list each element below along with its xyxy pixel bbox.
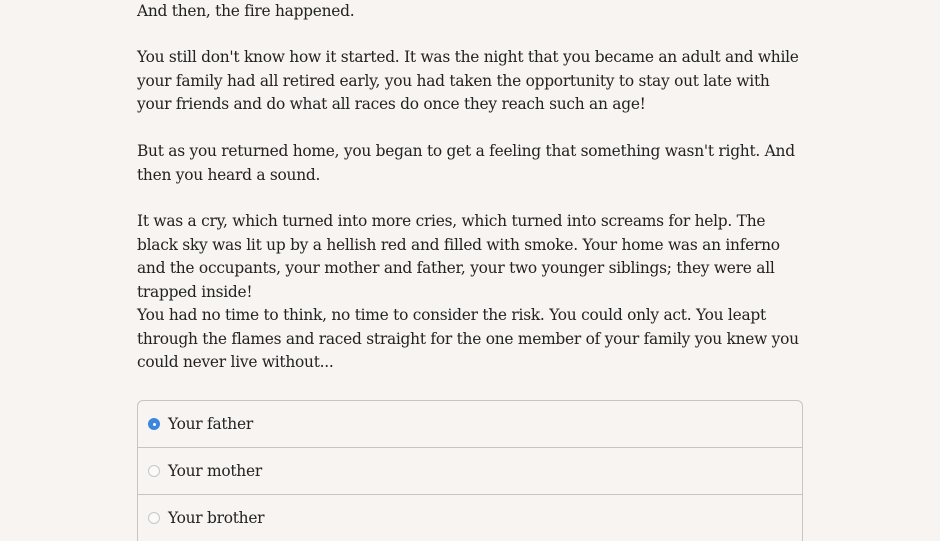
choice-option-brother[interactable] <box>138 495 802 541</box>
story-paragraph: And then, the fire happened. <box>137 2 355 20</box>
story-paragraph: It was a cry, which turned into more cries, which turned into screams for help. The black sky was lit up by a hellish red and filled with smoke. Your home was an inferno and the occupants, your mother and father, your two younger siblings; they were all trapped inside! <box>137 212 780 301</box>
story-paragraph: You had no time to think, no time to consider the risk. You could only act. You leapt through the flames and raced straight for the one member of your family you knew you could never live without... <box>137 306 799 371</box>
story-paragraph: But as you returned home, you began to get a feeling that something wasn't right. And then you heard a sound. <box>137 142 795 184</box>
radio-unselected-icon[interactable] <box>148 465 160 477</box>
choice-label: Your mother <box>168 462 262 480</box>
choice-list <box>137 400 803 541</box>
choice-option-mother[interactable] <box>138 448 802 495</box>
choice-option-father[interactable] <box>138 401 802 448</box>
choice-label: Your brother <box>168 509 265 527</box>
story-paragraph: You still don't know how it started. It was the night that you became an adult and while your family had all retired early, you had taken the opportunity to stay out late with your friends and do what all races do once they reach such an age! <box>137 48 799 113</box>
radio-unselected-icon[interactable] <box>148 512 160 524</box>
radio-selected-icon[interactable] <box>148 418 160 430</box>
choice-label: Your father <box>168 415 253 433</box>
